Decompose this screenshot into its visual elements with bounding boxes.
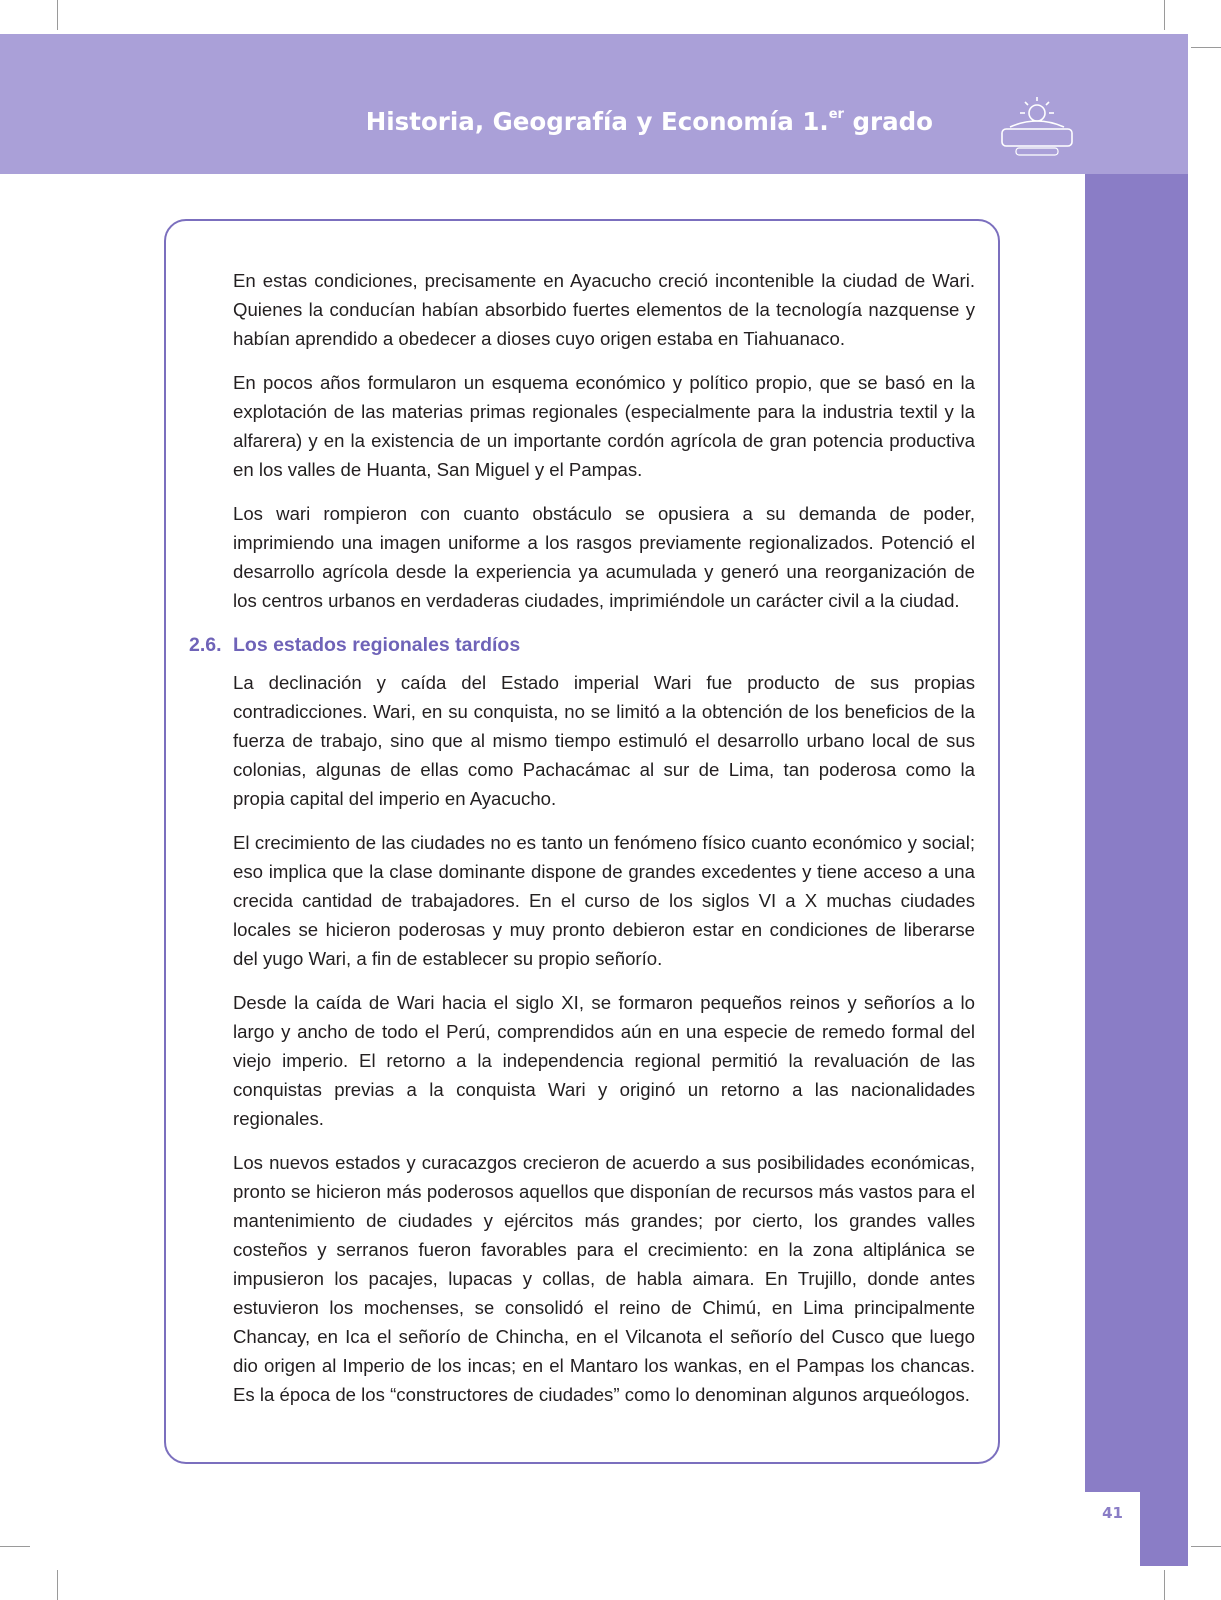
paragraph: En pocos años formularon un esquema económico y político propio, que se basó en la explotación de las materias primas regionales (especialmente para la industria textil y la alfarera) y en la existencia de un importante cordón agrícola de gran potencia productiva en los valles de Huanta, San Miguel y el Pampas.: [233, 372, 975, 480]
side-color-strip: [1085, 174, 1188, 1566]
text-column: [189, 266, 975, 1424]
jornada-escolar-completa-logo-icon: [996, 93, 1078, 159]
section-heading: [189, 631, 975, 660]
paragraph: El crecimiento de las ciudades no es tanto un fenómeno físico cuanto económico y social; eso implica que la clase dominante dispone de grandes excedentes y tiene acceso a una crecida cantidad de trabajadores. En el curso de los siglos VI a X muchas ciudades locales se hicieron poderosas y muy pronto debieron estar en condiciones de liberarse del yugo Wari, a fin de establecer su propio señorío.: [233, 832, 975, 969]
paragraph: Desde la caída de Wari hacia el siglo XI, se formaron pequeños reinos y señoríos a lo largo y ancho de todo el Perú, comprendidos aún en una especie de remedo formal del viejo imperio. El retorno a la independencia regional permitió la revaluación de las conquistas previas a la conquista Wari y originó un retorno a las nacionalidades regionales.: [233, 992, 975, 1129]
paragraph: En estas condiciones, precisamente en Ayacucho creció incontenible la ciudad de Wari. Quienes la conducían habían absorbido fuertes elementos de la tecnología nazquense y habían aprendido a obedecer a dioses cuyo origen estaba en Tiahuanaco.: [233, 270, 975, 349]
paragraph: La declinación y caída del Estado imperial Wari fue producto de sus propias contradicciones. Wari, en su conquista, no se limitó a la obtención de los beneficios de la fuerza de trabajo, sino que al mismo tiempo estimuló el desarrollo urbano local de sus colonias, algunas de ellas como Pachacámac al sur de Lima, tan poderosa como la propia capital del imperio en Ayacucho.: [233, 672, 975, 809]
crop-mark: [57, 1570, 58, 1600]
crop-mark: [1191, 47, 1221, 48]
crop-mark: [1191, 1546, 1221, 1547]
page-number: 41: [1102, 1504, 1123, 1522]
page-header-title: Historia, Geografía y Economía 1.$^{er}$ grado: [365, 106, 933, 136]
crop-mark: [1164, 1570, 1165, 1600]
crop-mark: [1164, 0, 1165, 30]
paragraph: Los wari rompieron con cuanto obstáculo se opusiera a su demanda de poder, imprimiendo una imagen uniforme a los rasgos previamente regionalizados. Potenció el desarrollo agrícola desde la experiencia ya acumulada y generó una reorganización de los centros urbanos en verdaderas ciudades, imprimiéndole un carácter civil a la ciudad.: [233, 503, 975, 611]
section-number: 2.6.: [189, 634, 222, 656]
crop-mark: [57, 0, 58, 30]
crop-mark: [0, 1546, 30, 1547]
paragraph: Los nuevos estados y curacazgos crecieron de acuerdo a sus posibilidades económicas, pronto se hicieron más poderosos aquellos que disponían de recursos más vastos para el mantenimiento de ciudades y ejércitos más grandes; por cierto, los grandes valles costeños y serranos fueron favorables para el crecimiento: en la zona altiplánica se impusieron los pacajes, lupacas y collas, de habla aimara. En Trujillo, donde antes estuvieron los mochenses, se consolidó el reino de Chimú, en Lima principalmente Chancay, en Ica el señorío de Chincha, en el Vilcanota el señorío del Cusco que luego dio origen al Imperio de los incas; en el Mantaro los wankas, en el Pampas los chancas. Es la época de los “constructores de ciudades” como lo denominan algunos arqueólogos.: [233, 1152, 975, 1405]
section-title: Los estados regionales tardíos: [233, 634, 521, 656]
